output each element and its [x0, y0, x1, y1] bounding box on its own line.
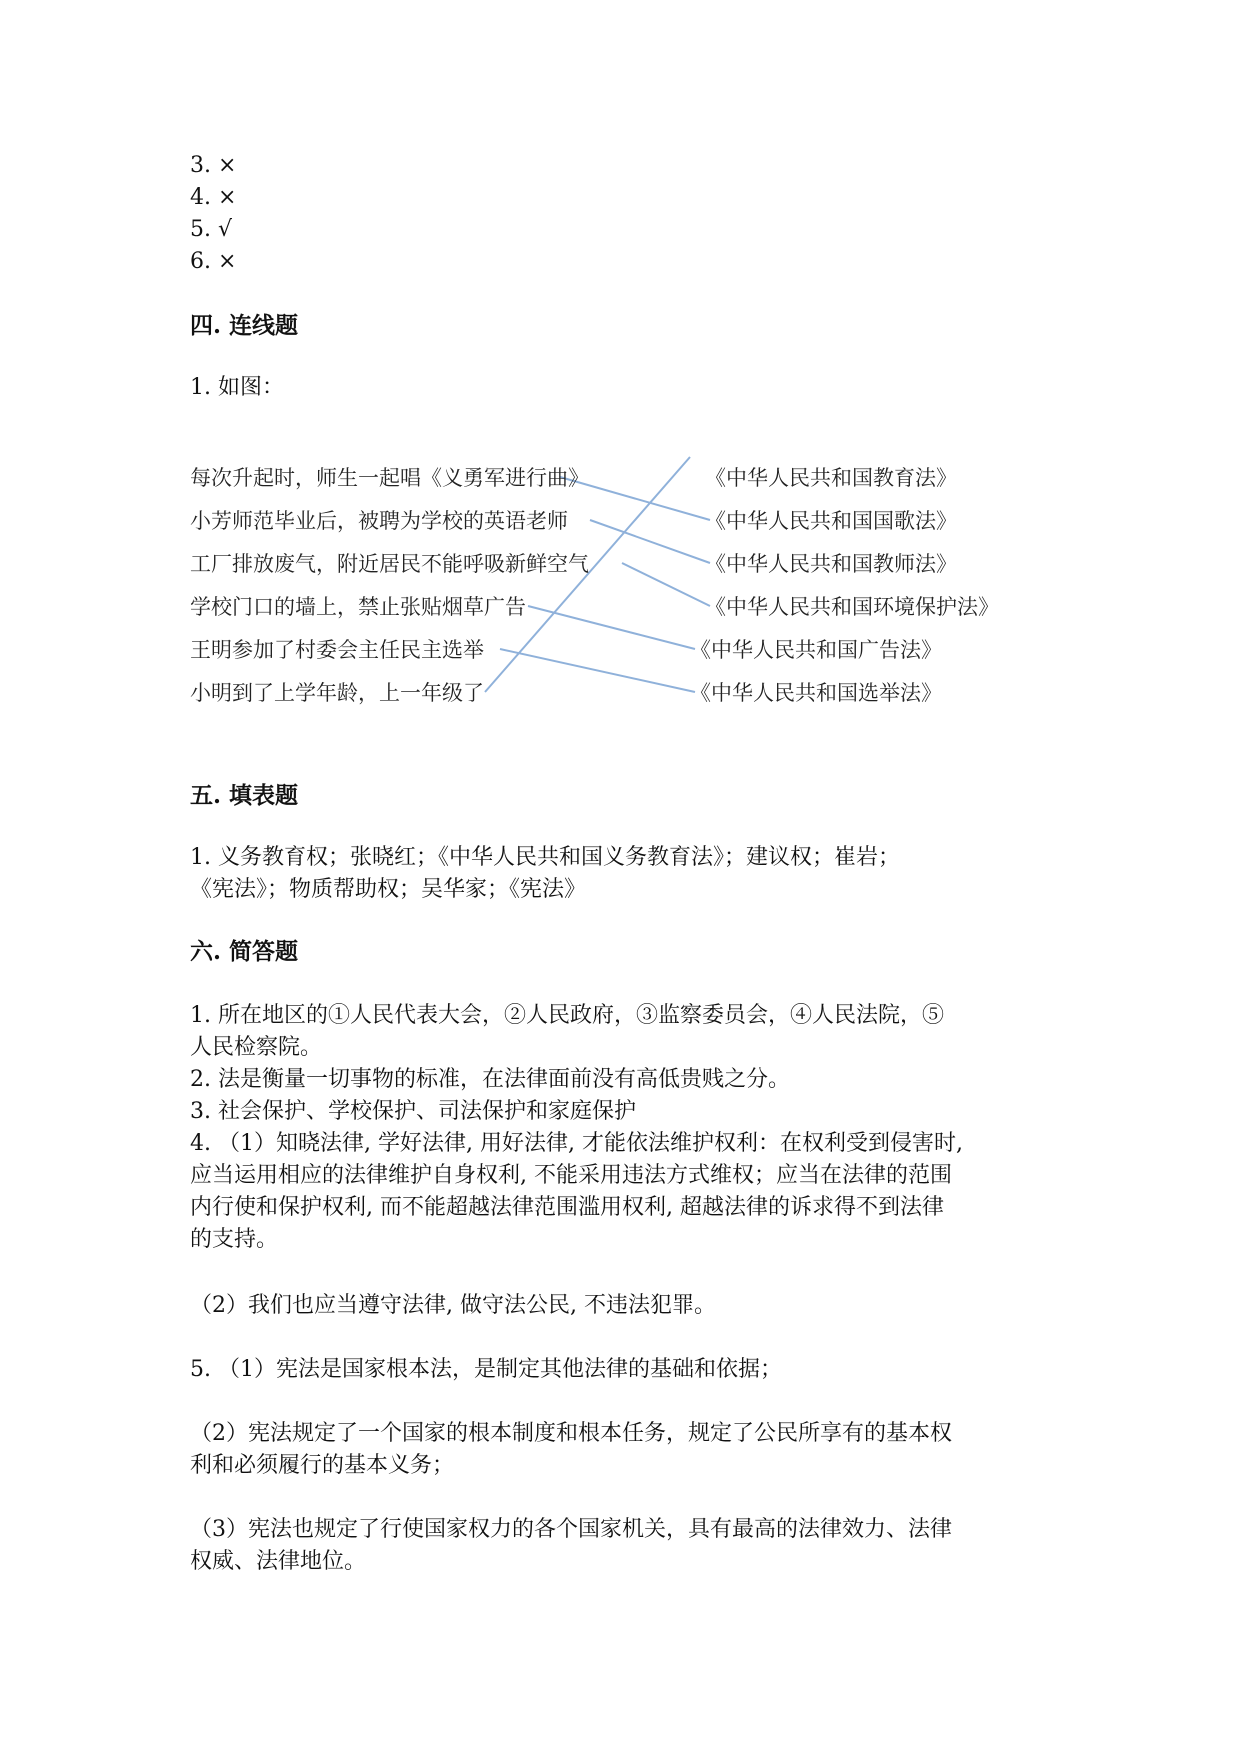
- answer-1-line: 1. 所在地区的①人民代表大会，②人民政府，③监察委员会，④人民法院，⑤: [190, 1003, 944, 1028]
- answer-5-line: 权威、法律地位。: [190, 1549, 367, 1574]
- answer-line-5: 5. √: [190, 217, 233, 242]
- left-item: 每次升起时，师生一起唱《义勇军进行曲》: [190, 466, 589, 490]
- right-item: 《中华人民共和国教师法》: [705, 552, 957, 576]
- answer-4-line: 的支持。: [190, 1227, 279, 1252]
- left-item: 王明参加了村委会主任民主选举: [190, 638, 484, 662]
- connection-line: [622, 563, 710, 606]
- left-item: 学校门口的墙上，禁止张贴烟草广告: [190, 595, 526, 619]
- connection-line: [590, 520, 710, 563]
- answer-4-line: 4. （1）知晓法律, 学好法律, 用好法律, 才能依法维护权利：在权利受到侵害时,: [190, 1131, 963, 1156]
- right-item: 《中华人民共和国环境保护法》: [705, 595, 999, 619]
- answer-5-part-1: 5. （1）宪法是国家根本法，是制定其他法律的基础和依据；: [190, 1357, 782, 1382]
- answer-4-part-1: [190, 1128, 1060, 1256]
- answer-4-part-2: （2）我们也应当遵守法律, 做守法公民, 不违法犯罪。: [190, 1293, 716, 1318]
- answer-5-part-3: [190, 1514, 1060, 1578]
- section-4-heading: 四. 连线题: [190, 312, 299, 339]
- section-5-answer: [190, 842, 1060, 906]
- section-5-heading: 五. 填表题: [190, 782, 299, 809]
- answer-4-line: 内行使和保护权利, 而不能超越法律范围滥用权利, 超越法律的诉求得不到法律: [190, 1195, 944, 1220]
- section-5-answer-line: 1. 义务教育权；张晓红；《中华人民共和国义务教育法》；建议权；崔岩；: [190, 845, 900, 870]
- matching-figure: [185, 455, 1035, 720]
- answer-4-line: 应当运用相应的法律维护自身权利, 不能采用违法方式维权；应当在法律的范围: [190, 1163, 952, 1188]
- left-item: 小明到了上学年龄，上一年级了: [190, 681, 484, 705]
- answer-5-line: （3）宪法也规定了行使国家权力的各个国家机关，具有最高的法律效力、法律: [190, 1517, 952, 1542]
- left-item: 工厂排放废气，附近居民不能呼吸新鲜空气: [190, 552, 589, 576]
- answer-line-3: 3. ×: [190, 153, 237, 178]
- right-item: 《中华人民共和国选举法》: [690, 681, 942, 705]
- answer-1: [190, 1000, 1060, 1064]
- answer-5-line: 利和必须履行的基本义务；: [190, 1453, 455, 1478]
- answer-1-line: 人民检察院。: [190, 1035, 323, 1060]
- connection-line: [528, 606, 695, 649]
- answer-5-part-2: [190, 1418, 1060, 1482]
- answer-line-4: 4. ×: [190, 185, 237, 210]
- right-item: 《中华人民共和国教育法》: [705, 466, 957, 490]
- answer-3: 3. 社会保护、学校保护、司法保护和家庭保护: [190, 1099, 636, 1124]
- right-item: 《中华人民共和国广告法》: [690, 638, 942, 662]
- answer-2: 2. 法是衡量一切事物的标准，在法律面前没有高低贵贱之分。: [190, 1067, 790, 1092]
- section-5-answer-line: 《宪法》；物质帮助权；吴华家；《宪法》: [190, 877, 587, 902]
- right-item: 《中华人民共和国国歌法》: [705, 509, 957, 533]
- answer-5-line: （2）宪法规定了一个国家的根本制度和根本任务，规定了公民所享有的基本权: [190, 1421, 952, 1446]
- connection-line: [500, 649, 695, 692]
- section-4-q1-label: 1. 如图：: [190, 375, 284, 400]
- left-item: 小芳师范毕业后，被聘为学校的英语老师: [190, 509, 568, 533]
- answer-line-6: 6. ×: [190, 249, 237, 274]
- section-6-heading: 六. 简答题: [190, 938, 299, 965]
